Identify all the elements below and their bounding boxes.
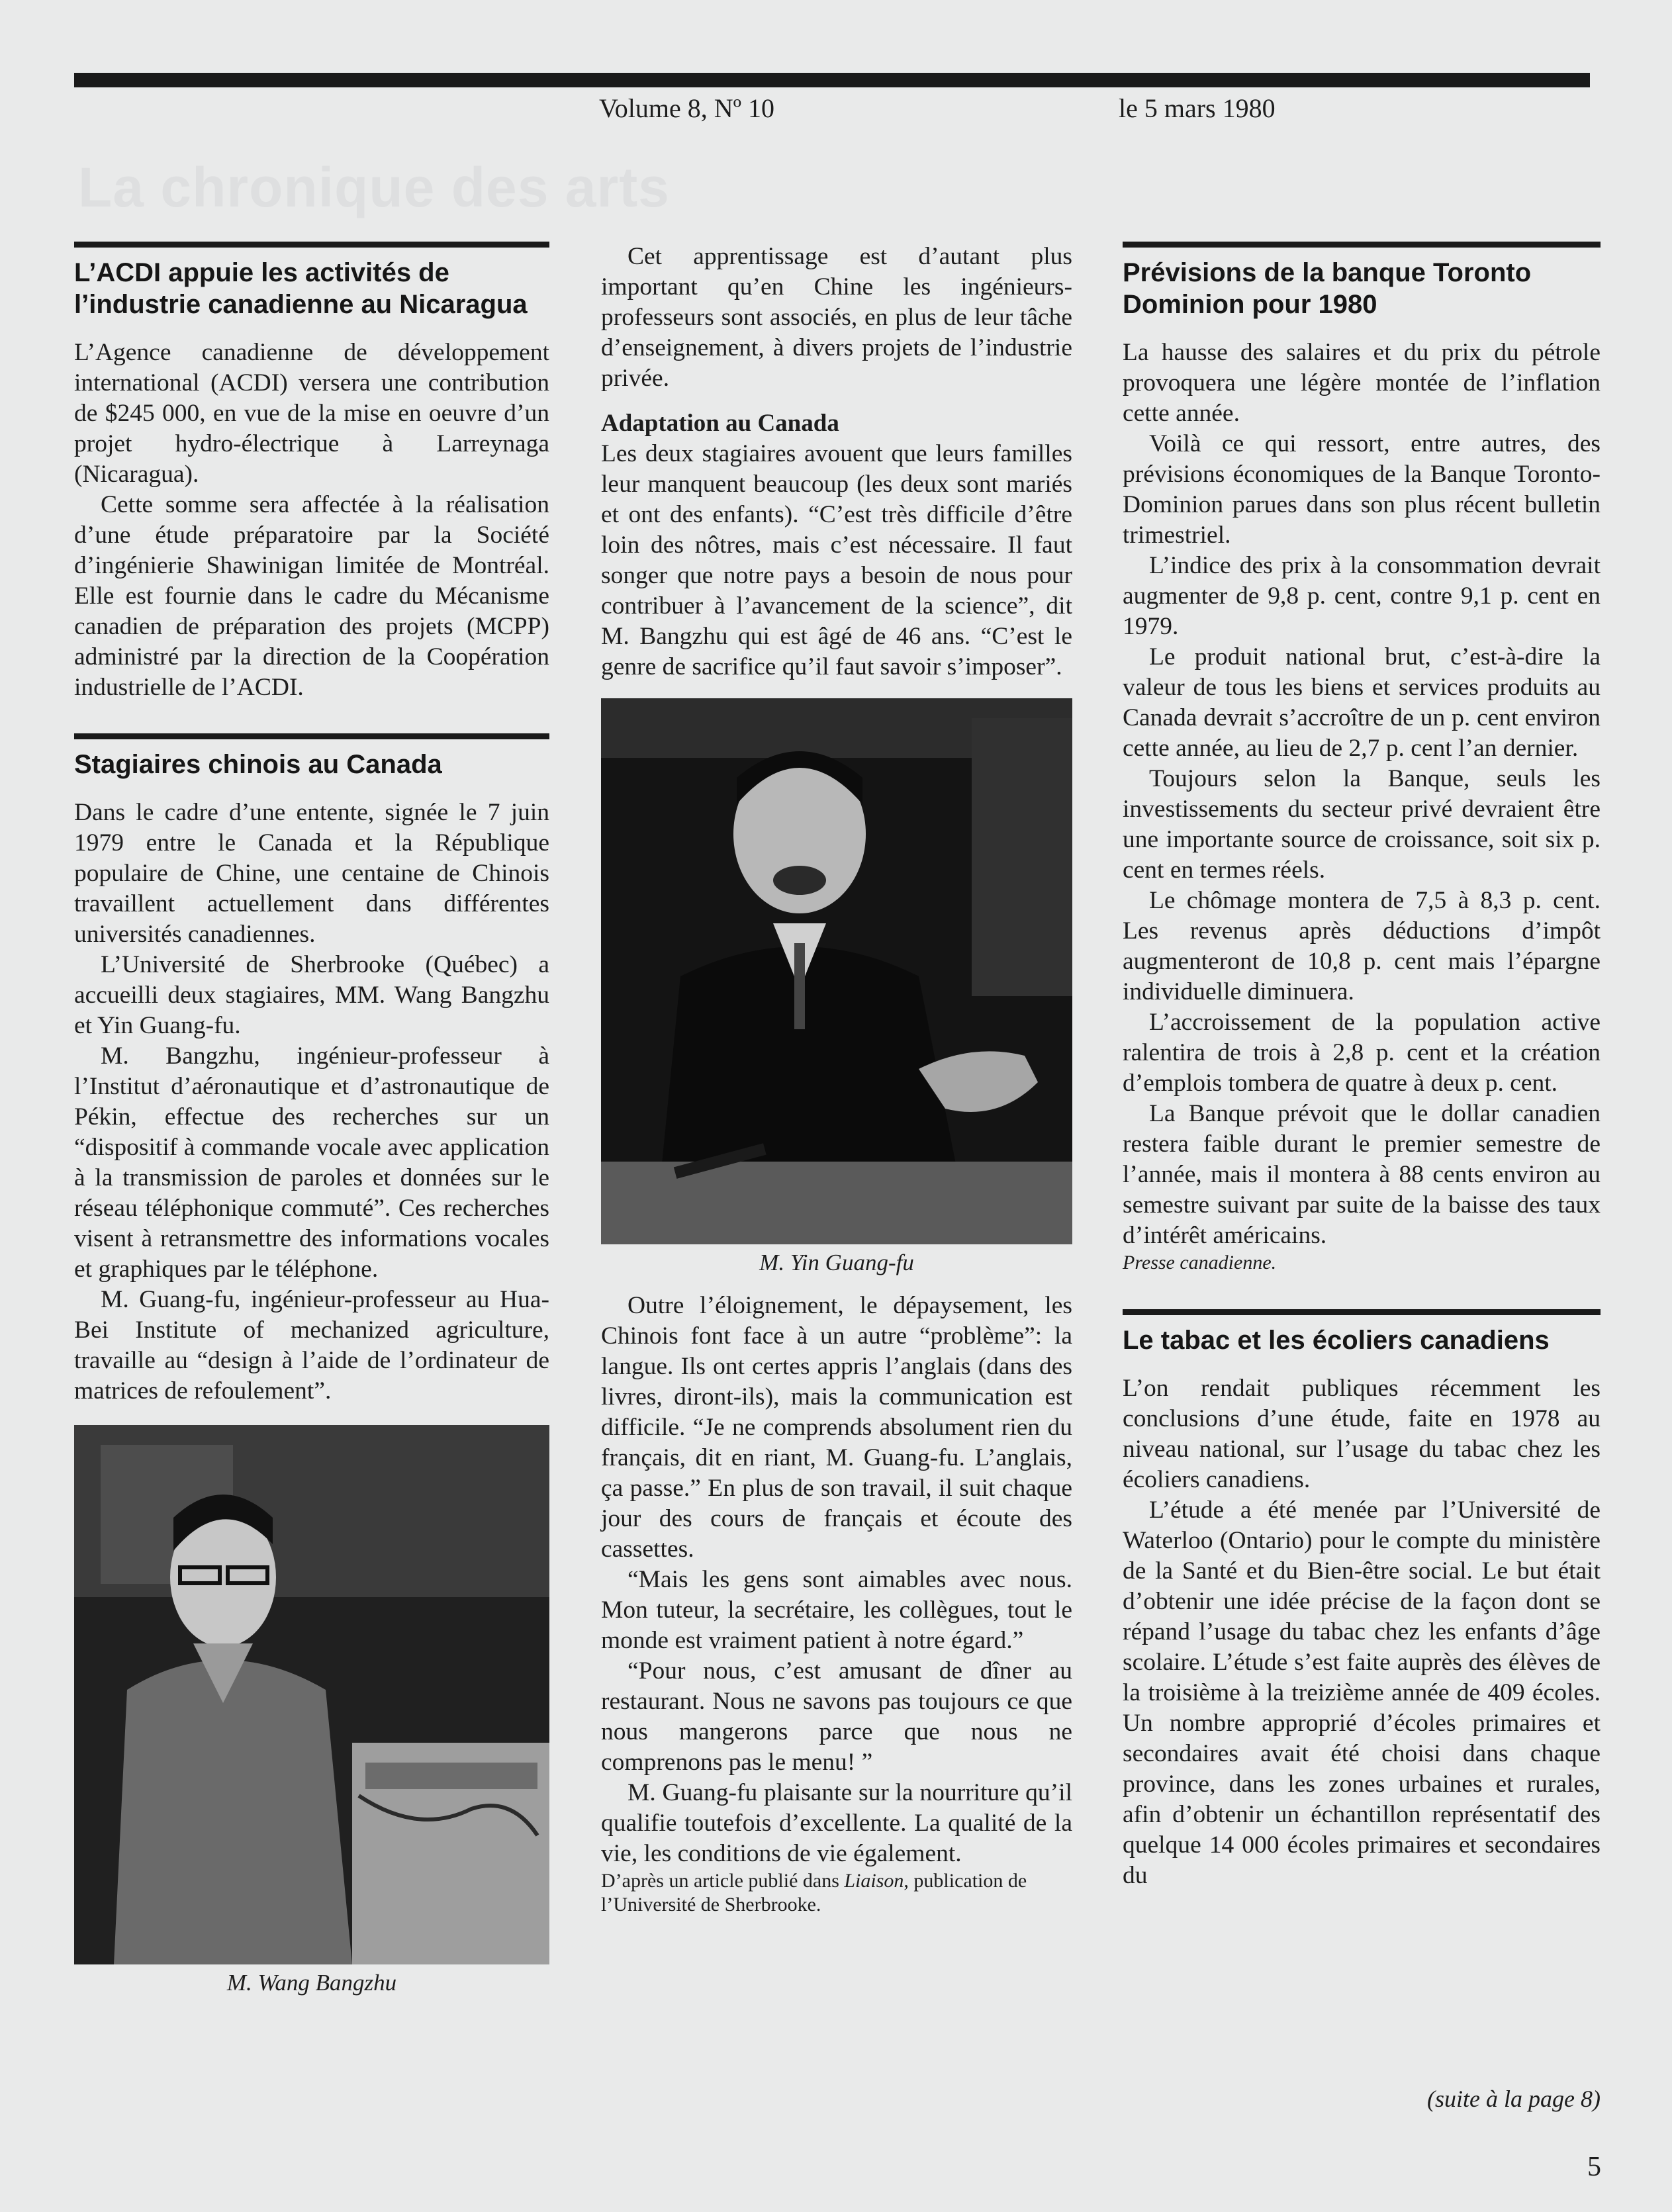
paragraph: L’étude a été menée par l’Université de Waterloo (Ontario) pour le compte du ministère de la Santé et du Bien-être social. Le but était d’obtenir une idée précise de la façon dont se répand l’usage du tabac chez les enfants d’âge scolaire. L’étude s’est faite auprès des élèves de la troisième à la treizième année de 409 écoles. Un nombre approprié d’écoles primaires et secondaires avait été choisi dans chaque province, dans les zones urbaines et rurales, afin d’obtenir un échantillon représentatif des quelque 14 000 écoles primaires et secondaires du xyxy=(1123,1497,1601,1889)
paragraph: Toujours selon la Banque, seuls les investissements du secteur privé devraient être une importante source de croissance, soit six p. cent en termes réels. xyxy=(1123,765,1601,884)
article-rule xyxy=(1123,242,1601,248)
photo-caption: M. Yin Guang-fu xyxy=(759,1250,914,1275)
article-rule xyxy=(74,242,549,248)
paragraph: Le chômage montera de 7,5 à 8,3 p. cent. Les revenus après déductions d’impôt augmenteront de 10,8 p. cent mais l’épargne individuelle diminuera. xyxy=(1123,887,1601,1005)
paragraph: La hausse des salaires et du prix du pétrole provoquera une légère montée de l’inflation cette année. xyxy=(1123,339,1601,427)
paragraph: Voilà ce qui ressort, entre autres, des prévisions économiques de la Banque Toronto-Dominion parues dans son plus récent bulletin trimestriel. xyxy=(1123,430,1601,549)
paragraph: Dans le cadre d’une entente, signée le 7 juin 1979 entre le Canada et la République populaire de Chine, une centaine de Chinois travaillent actuellement dans différentes universités canadiennes. xyxy=(74,799,549,948)
paragraph: Cet apprentissage est d’autant plus important qu’en Chine les ingénieurs-professeurs sont associés, en plus de leur tâche d’enseignement, à divers projets de l’industrie privée. xyxy=(601,243,1072,392)
paragraph: Cette somme sera affectée à la réalisation d’une étude préparatoire par la Société d’ingénierie Shawinigan limitée de Montréal. Elle est fournie dans le cadre du Mécanisme canadien de préparation des projets (MCPP) administré par la direction de la Coopération industrielle de l’ACDI. xyxy=(74,491,549,701)
paragraph: Les deux stagiaires avouent que leurs familles leur manquent beaucoup (les deux sont mariés et ont des enfants). “C’est très difficile d’être loin des nôtres, mais c’est nécessaire. Il faut songer que notre pays a besoin de nous pour contribuer à l’avancement de la science”, dit M. Bangzhu qui est âgé de 46 ans. “C’est le genre de sacrifice qu’il faut savoir s’imposer”. xyxy=(601,440,1072,680)
article-title-tabac: Le tabac et les écoliers canadiens xyxy=(1123,1326,1550,1355)
column-1 xyxy=(74,242,549,1996)
photo-caption: M. Wang Bangzhu xyxy=(226,1970,397,1996)
paragraph: L’Université de Sherbrooke (Québec) a accueilli deux stagiaires, MM. Wang Bangzhu et Yin Guang-fu. xyxy=(74,951,549,1039)
portrait-illustration xyxy=(74,1425,549,1964)
faint-show-through-title: La chronique des arts xyxy=(78,156,670,218)
volume-number: Volume 8, Nº 10 xyxy=(599,93,774,123)
photo-yin-guang-fu xyxy=(601,698,1072,1244)
paragraph: Le produit national brut, c’est-à-dire la valeur de tous les biens et services produits au Canada devrait s’accroître de un p. cent environ cette année, au lieu de 2,7 p. cent l’an dernier. xyxy=(1123,643,1601,762)
article-title-td-bank: Prévisions de la banque Toronto Dominion pour 1980 xyxy=(1123,258,1532,319)
paragraph: L’indice des prix à la consommation devrait augmenter de 9,8 p. cent, contre 9,1 p. cent en 1979. xyxy=(1123,552,1601,640)
column-2 xyxy=(601,242,1072,1917)
page-number: 5 xyxy=(1587,2152,1601,2182)
paragraph: Outre l’éloignement, le dépaysement, les Chinois font face à un autre “problème”: la langue. Ils ont certes appris l’anglais (dans des livres, diront-ils), mais la communication est difficile. “Je ne comprends absolument rien du français, dit en riant, M. Guang-fu. L’anglais, ça passe.” En plus de son travail, il suit chaque jour des cours de français et écoute des cassettes. xyxy=(601,1292,1072,1563)
article-source: Presse canadienne. xyxy=(1123,1252,1277,1273)
continued-note: (suite à la page 8) xyxy=(1427,2086,1601,2112)
article-title-stagiaires: Stagiaires chinois au Canada xyxy=(74,750,442,779)
issue-date: le 5 mars 1980 xyxy=(1119,93,1276,123)
subheading-adaptation: Adaptation au Canada xyxy=(601,410,839,437)
paragraph: M. Guang-fu, ingénieur-professeur au Hua-Bei Institute of mechanized agriculture, travaille au “design à l’aide de l’ordinateur de matrices de refoulement”. xyxy=(74,1286,549,1405)
paragraph: L’accroissement de la population active ralentira de trois à 2,8 p. cent et la création d’emplois tombera de quatre à deux p. cent. xyxy=(1123,1009,1601,1097)
paragraph: “Pour nous, c’est amusant de dîner au restaurant. Nous ne savons pas toujours ce que nous mangerons parce que nous ne comprenons pas le menu! ” xyxy=(601,1657,1072,1776)
paragraph: L’on rendait publiques récemment les conclusions d’une étude, faite en 1978 au niveau national, sur l’usage du tabac chez les écoliers canadiens. xyxy=(1123,1375,1601,1493)
paragraph: L’Agence canadienne de développement international (ACDI) versera une contribution de $245 000, en vue de la mise en oeuvre d’un projet hydro-électrique à Larreynaga (Nicaragua). xyxy=(74,339,549,488)
header-rule xyxy=(74,73,1590,87)
article-rule xyxy=(74,733,549,739)
article-title-acdi: L’ACDI appuie les activités de l’industrie canadienne au Nicaragua xyxy=(74,258,528,319)
column-3 xyxy=(1123,242,1601,1891)
paragraph: M. Bangzhu, ingénieur-professeur à l’Institut d’aéronautique et d’astronautique de Pékin, effectue des recherches sur un “dispositif à commande vocale avec application à la transmission de paroles et données sur le réseau téléphonique commuté”. Ces recherches visent à retransmettre des informations vocales et graphiques par le téléphone. xyxy=(74,1042,549,1283)
paragraph: La Banque prévoit que le dollar canadien restera faible durant le premier semestre de l’année, mais il montera à 88 cents environ au semestre suivant par suite de la baisse des taux d’intérêt américains. xyxy=(1123,1100,1601,1249)
paragraph: M. Guang-fu plaisante sur la nourriture qu’il qualifie toutefois d’excellente. La qualité de la vie, les conditions de vie également. xyxy=(601,1779,1072,1867)
paragraph: “Mais les gens sont aimables avec nous. Mon tuteur, la secrétaire, les collègues, tout le monde est vraiment patient à notre égard.” xyxy=(601,1566,1072,1654)
photo-wang-bangzhu xyxy=(74,1425,549,1964)
portrait-illustration xyxy=(601,698,1072,1244)
article-credit: D’après un article publié dans Liaison, publication de l’Université de Sherbrooke. xyxy=(601,1870,1027,1915)
article-rule xyxy=(1123,1309,1601,1315)
